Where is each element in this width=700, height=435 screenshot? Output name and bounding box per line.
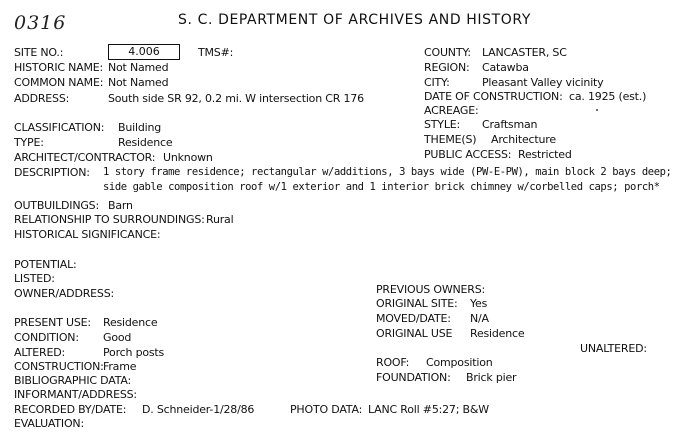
present-use-value: Residence xyxy=(103,316,158,329)
present-use-label: PRESENT USE: xyxy=(14,316,91,329)
site-no-value-box: 4.006 xyxy=(108,44,180,60)
roof-label: ROOF: xyxy=(376,356,410,369)
classification-label: CLASSIFICATION: xyxy=(14,121,105,134)
original-site-value: Yes xyxy=(470,297,488,310)
construction-value: Frame xyxy=(103,360,137,373)
tms-label: TMS#: xyxy=(198,46,234,59)
outbuildings-value: Barn xyxy=(108,199,133,212)
listed-label: LISTED: xyxy=(14,272,55,285)
common-name-value: Not Named xyxy=(108,76,169,89)
relationship-value: Rural xyxy=(206,213,234,226)
site-no-label: SITE NO.: xyxy=(14,46,64,59)
bibliographic-data-label: BIBLIOGRAPHIC DATA: xyxy=(14,374,131,387)
original-use-value: Residence xyxy=(470,327,525,340)
potential-label: POTENTIAL: xyxy=(14,258,77,271)
common-name-label: COMMON NAME: xyxy=(14,76,104,89)
classification-value: Building xyxy=(118,121,162,134)
handwritten-file-number: 0316 xyxy=(14,12,67,34)
unaltered-label: UNALTERED: xyxy=(580,342,647,355)
description-line-2: side gable composition roof w/1 exterior and 1 interior brick chimney w/corbelled caps; porch* xyxy=(103,181,660,193)
address-label: ADDRESS: xyxy=(14,92,70,105)
description-line-1: 1 story frame residence; rectangular w/additions, 3 bays wide (PW-E-PW), main block 2 bays deep; xyxy=(103,166,672,178)
city-label: CITY: xyxy=(424,76,450,89)
condition-value: Good xyxy=(103,331,132,344)
style-value: Craftsman xyxy=(482,118,538,131)
foundation-label: FOUNDATION: xyxy=(376,371,451,384)
roof-value: Composition xyxy=(426,356,493,369)
date-of-construction-label: DATE OF CONSTRUCTION: xyxy=(424,90,563,103)
altered-label: ALTERED: xyxy=(14,346,65,359)
photo-data-label: PHOTO DATA: xyxy=(290,403,363,416)
altered-value: Porch posts xyxy=(103,346,165,359)
moved-date-label: MOVED/DATE: xyxy=(376,312,451,325)
previous-owners-label: PREVIOUS OWNERS: xyxy=(376,283,486,296)
historic-name-value: Not Named xyxy=(108,61,169,74)
owner-address-label: OWNER/ADDRESS: xyxy=(14,287,114,300)
evaluation-label: EVALUATION: xyxy=(14,417,84,430)
address-value: South side SR 92, 0.2 mi. W intersection CR 176 xyxy=(108,92,364,105)
county-label: COUNTY: xyxy=(424,46,471,59)
themes-value: Architecture xyxy=(491,133,556,146)
type-value: Residence xyxy=(118,136,173,149)
recorded-by-value: D. Schneider-1/28/86 xyxy=(142,403,255,416)
foundation-value: Brick pier xyxy=(466,371,517,384)
informant-address-label: INFORMANT/ADDRESS: xyxy=(14,388,137,401)
recorded-by-label: RECORDED BY/DATE: xyxy=(14,403,127,416)
public-access-label: PUBLIC ACCESS: xyxy=(424,148,512,161)
public-access-value: Restricted xyxy=(518,148,572,161)
condition-label: CONDITION: xyxy=(14,331,79,344)
architect-value: Unknown xyxy=(163,151,213,164)
acreage-label: ACREAGE: xyxy=(424,104,479,117)
description-label: DESCRIPTION: xyxy=(14,166,90,179)
region-label: REGION: xyxy=(424,61,470,74)
historical-significance-label: HISTORICAL SIGNIFICANCE: xyxy=(14,228,161,241)
construction-label: CONSTRUCTION: xyxy=(14,360,104,373)
style-label: STYLE: xyxy=(424,118,461,131)
historic-name-label: HISTORIC NAME: xyxy=(14,61,104,74)
page-title: S. C. DEPARTMENT OF ARCHIVES AND HISTORY xyxy=(178,12,531,28)
stray-mark xyxy=(596,109,598,111)
relationship-label: RELATIONSHIP TO SURROUNDINGS: xyxy=(14,213,205,226)
date-of-construction-value: ca. 1925 (est.) xyxy=(569,90,647,103)
moved-date-value: N/A xyxy=(470,312,489,325)
themes-label: THEME(S) xyxy=(424,133,477,146)
region-value: Catawba xyxy=(482,61,529,74)
architect-label: ARCHITECT/CONTRACTOR: xyxy=(14,151,156,164)
original-use-label: ORIGINAL USE xyxy=(376,327,453,340)
county-value: LANCASTER, SC xyxy=(482,46,567,59)
city-value: Pleasant Valley vicinity xyxy=(482,76,604,89)
outbuildings-label: OUTBUILDINGS: xyxy=(14,199,99,212)
photo-data-value: LANC Roll #5:27; B&W xyxy=(368,403,489,416)
original-site-label: ORIGINAL SITE: xyxy=(376,297,458,310)
type-label: TYPE: xyxy=(14,136,44,149)
